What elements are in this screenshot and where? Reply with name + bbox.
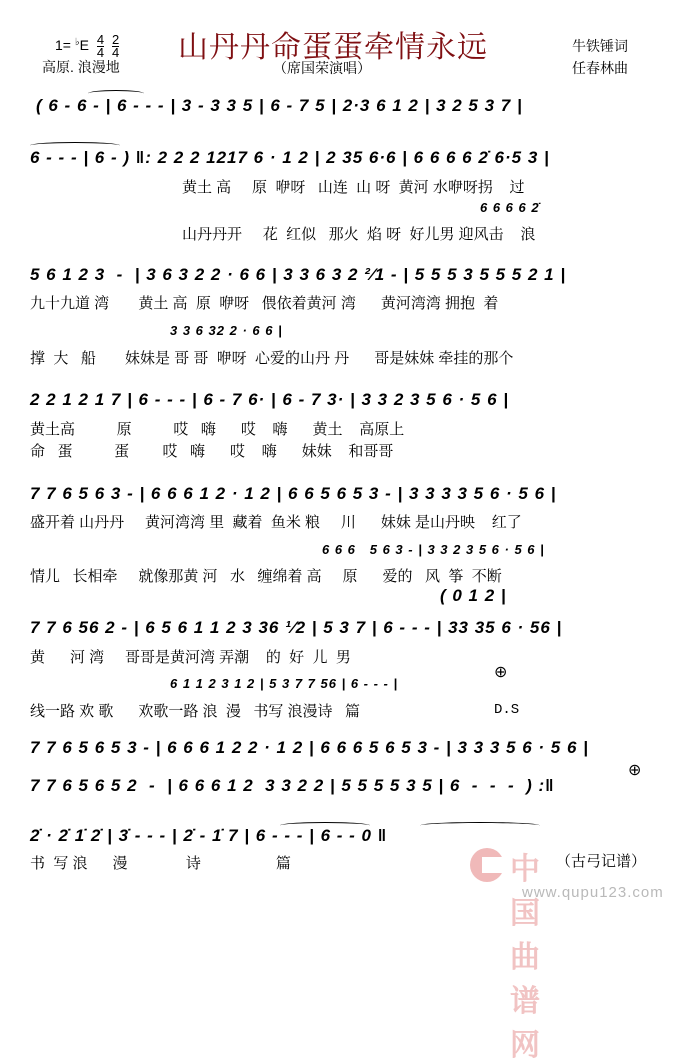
- watermark-text: 中国曲谱网: [510, 852, 540, 1063]
- notes: 7 7 6 5 6 3 - | 6 6 6 1 2 · 1 2 | 6 6 5 6 5 3 - | 3 3 3 3 5 6 · 5 6 |: [30, 484, 557, 503]
- notes: 2 2 1 2 1 7 | 6 - - - | 6 - 7 6· | 6 - 7 3· | 3 3 2 3 5 6 · 5 6 |: [30, 390, 510, 409]
- lyrics-verse-2: 撑 大 船 妹妹是 哥 哥 咿呀 心爱的山丹 丹 哥是妹妹 牵挂的那个: [30, 350, 514, 367]
- lyrics-verse-2: 命 蛋 蛋 哎 嗨 哎 嗨 妹妹 和哥哥: [30, 443, 394, 460]
- ts-num: 4: [96, 32, 105, 47]
- key-note: E: [79, 37, 89, 54]
- composer: 任春林曲: [572, 60, 628, 76]
- key-signature: [55, 34, 119, 59]
- notes: 7 7 6 56 2 - | 6 5 6 1 1 2 3 36 ¹⁄2 | 5 3 7 | 6 - - - | 33 35 6 · 56 |: [30, 618, 563, 637]
- notes: 2̇ · 2̇ 1̇ 2̇ | 3̇ - - - | 2̇ - 1̇ 7 | 6 - - - | 6 - - 0 ‖: [30, 826, 388, 845]
- key-prefix: 1=: [55, 37, 71, 54]
- flat-icon: ♭: [74, 37, 80, 49]
- watermark-logo-icon: [470, 848, 504, 882]
- tempo-mark: 高原. 浪漫地: [42, 59, 120, 75]
- notes: 7 7 6 5 6 5 2 - | 6 6 6 1 2 3 3 2 2 | 5 5 5 5 3 5 | 6 - - - ) :‖: [30, 776, 555, 795]
- lyrics-verse-1: 黄土高 原 哎 嗨 哎 嗨 黄土 高原上: [30, 421, 405, 438]
- lyrics-verse-1: 黄 河 湾 哥哥是黄河湾 弄潮 的 好 儿 男: [30, 649, 351, 666]
- alt-notes: 6 1 1 2 3 1 2 | 5 3 7 7 56 | 6 - - - |: [170, 676, 399, 691]
- tie-arc: [88, 90, 144, 97]
- lyrics-verse-2: 山丹丹开 花 红似 那火 焰 呀 好儿男 迎风击 浪: [182, 226, 536, 243]
- transcriber-credit: （古弓记谱）: [556, 853, 647, 870]
- performer: （席国荣演唱）: [273, 60, 371, 76]
- lyrics-verse-1: 黄土 高 原 咿呀 山连 山 呀 黄河 水咿呀拐 过: [182, 179, 525, 196]
- lyrics-verse-1: 书 写 浪 漫 诗 篇: [30, 855, 291, 872]
- notes: 7 7 6 5 6 5 3 - | 6 6 6 1 2 2 · 1 2 | 6 6 6 5 6 5 3 - | 3 3 3 5 6 · 5 6 |: [30, 738, 589, 757]
- time-signature-4-4: [97, 34, 104, 59]
- ts-den: 4: [111, 45, 120, 60]
- lyrics-verse-2: 线一路 欢 歌 欢歌一路 浪 漫 书写 浪漫诗 篇: [30, 703, 361, 720]
- pickup-notes: ( 0 1 2 |: [440, 586, 507, 605]
- coda-icon: ⊕: [494, 664, 508, 681]
- coda-icon: ⊕: [628, 762, 642, 779]
- alt-notes: 6 6 6 5 6 3 - | 3 3 2 3 5 6 · 5 6 |: [322, 542, 545, 557]
- notes: 5 6 1 2 3 - | 3 6 3 2 2 · 6 6 | 3 3 6 3 2 ²⁄1 - | 5 5 5 3 5 5 5 2 1 |: [30, 265, 567, 284]
- lyrics-verse-1: 盛开着 山丹丹 黄河湾湾 里 藏着 鱼米 粮 川 妹妹 是山丹映 红了: [30, 514, 522, 531]
- lyricist: 牛铁锤词: [572, 38, 628, 54]
- ts-num: 2: [111, 32, 120, 47]
- tie-arc: [420, 822, 540, 829]
- notes: ( 6 - 6 - | 6 - - - | 3 - 3 3 5 | 6 - 7 5 | 2·3 6 1 2 | 3 2 5 3 7 |: [36, 96, 523, 115]
- lyrics-verse-2: 情儿 长相牵 就像那黄 河 水 缠绵着 高 原 爱的 风 筝 不断: [30, 568, 502, 585]
- dal-segno: D.S: [494, 702, 520, 718]
- notes: 6 - - - | 6 - ) ‖: 2 2 2 1217 6 · 1 2 | 2 35 6·6 | 6 6 6 6 2̇ 6·5 3 |: [30, 148, 550, 167]
- alt-notes: 3 3 6 32 2 · 6 6 |: [170, 323, 283, 338]
- tie-arc: [280, 822, 370, 829]
- lyrics-verse-1: 九十九道 湾 黄土 高 原 咿呀 偎依着黄河 湾 黄河湾湾 拥抱 着: [30, 295, 499, 312]
- alt-notes: 6 6 6 6 2̇: [480, 200, 540, 215]
- ts-den: 4: [96, 45, 105, 60]
- song-title: 山丹丹命蛋蛋牵情永远: [178, 31, 488, 64]
- watermark-url: www.qupu123.com: [522, 884, 664, 901]
- time-signature-2-4: [112, 34, 119, 59]
- tie-arc: [30, 142, 120, 149]
